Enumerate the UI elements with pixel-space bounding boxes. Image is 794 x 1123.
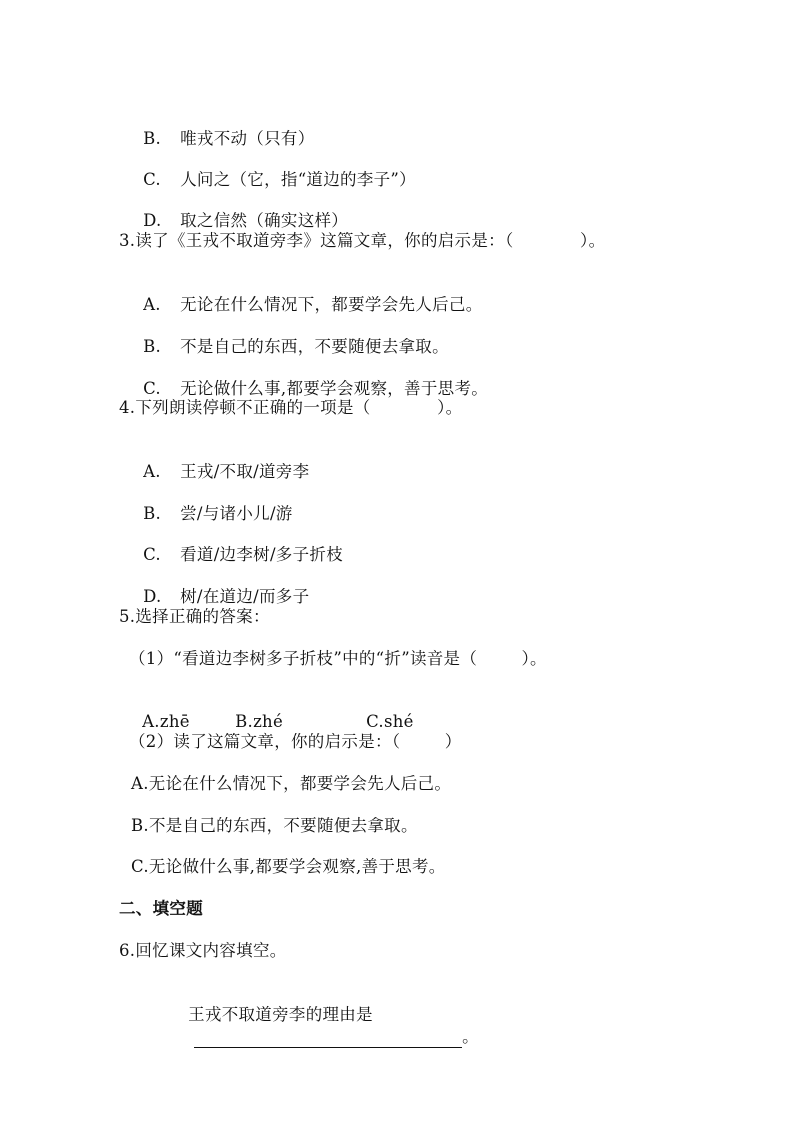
option-letter: A. <box>143 462 161 481</box>
option-text: 无论做什么事,都要学会观察，善于思考。 <box>180 379 489 398</box>
option-text: 不是自己的东西，不要随便去拿取。 <box>180 337 449 356</box>
question-5: 5.选择正确的答案： <box>119 607 270 626</box>
option-text: 树/在道边/而多子 <box>180 587 310 606</box>
section-heading: 二、填空题 <box>119 899 203 918</box>
question-5-part-1: （1）“看道边李树多子折枝”中的“折”读音是（ ）。 <box>129 649 547 668</box>
question-6: 6.回忆课文内容填空。 <box>119 941 287 960</box>
option-text: 取之信然（确实这样） <box>180 211 349 230</box>
q2-option-c <box>132 147 416 191</box>
option-text: 尝/与诸小儿/游 <box>180 504 293 523</box>
q5-2-option-b: B.不是自己的东西，不要随便去拿取。 <box>131 816 418 835</box>
q5-1-option-c: C.shé <box>366 712 414 731</box>
q3-option-c <box>132 356 488 400</box>
q4-option-b <box>132 481 293 525</box>
q5-2-option-a: A.无论在什么情况下，都要学会先人后己。 <box>131 774 452 793</box>
q4-option-d <box>132 564 309 608</box>
question-3: 3.读了《王戎不取道旁李》这篇文章，你的启示是：（ ）。 <box>119 231 606 250</box>
q3-option-b <box>132 314 449 358</box>
option-letter: B. <box>143 129 162 148</box>
question-5-part-2: （2）读了这篇文章，你的启示是：（ ） <box>129 732 462 751</box>
q5-2-option-c: C.无论做什么事,都要学会观察,善于思考。 <box>131 857 446 876</box>
option-letter: D. <box>143 211 162 230</box>
fill-prompt: 王戎不取道旁李的理由是 <box>188 1005 373 1024</box>
answer-blank[interactable] <box>194 1029 462 1048</box>
q5-1-option-a: A.zhē <box>142 712 190 731</box>
q4-option-c <box>132 522 343 566</box>
option-letter: C. <box>143 379 161 398</box>
question-4: 4.下列朗读停顿不正确的一项是（ ）。 <box>119 398 463 417</box>
q2-option-b <box>132 106 315 150</box>
q4-option-a <box>132 439 309 483</box>
option-text: 王戎/不取/道旁李 <box>180 462 310 481</box>
option-text: 无论在什么情况下，都要学会先人后己。 <box>180 295 483 314</box>
option-letter: B. <box>143 504 162 523</box>
option-letter: C. <box>143 170 161 189</box>
option-letter: D. <box>143 587 162 606</box>
option-letter: C. <box>143 545 161 564</box>
option-text: 人问之（它，指“道边的李子”） <box>180 170 416 189</box>
option-letter: B. <box>143 337 162 356</box>
q2-option-d <box>132 188 348 232</box>
option-text: 唯戎不动（只有） <box>180 129 315 148</box>
fill-end-mark: 。 <box>462 1027 479 1046</box>
q5-1-option-b: B.zhé <box>235 712 284 731</box>
question-6-fill <box>177 982 479 1048</box>
q3-option-a <box>132 272 483 316</box>
option-text: 看道/边李树/多子折枝 <box>180 545 344 564</box>
q5-1-options <box>131 689 414 733</box>
option-letter: A. <box>143 295 161 314</box>
